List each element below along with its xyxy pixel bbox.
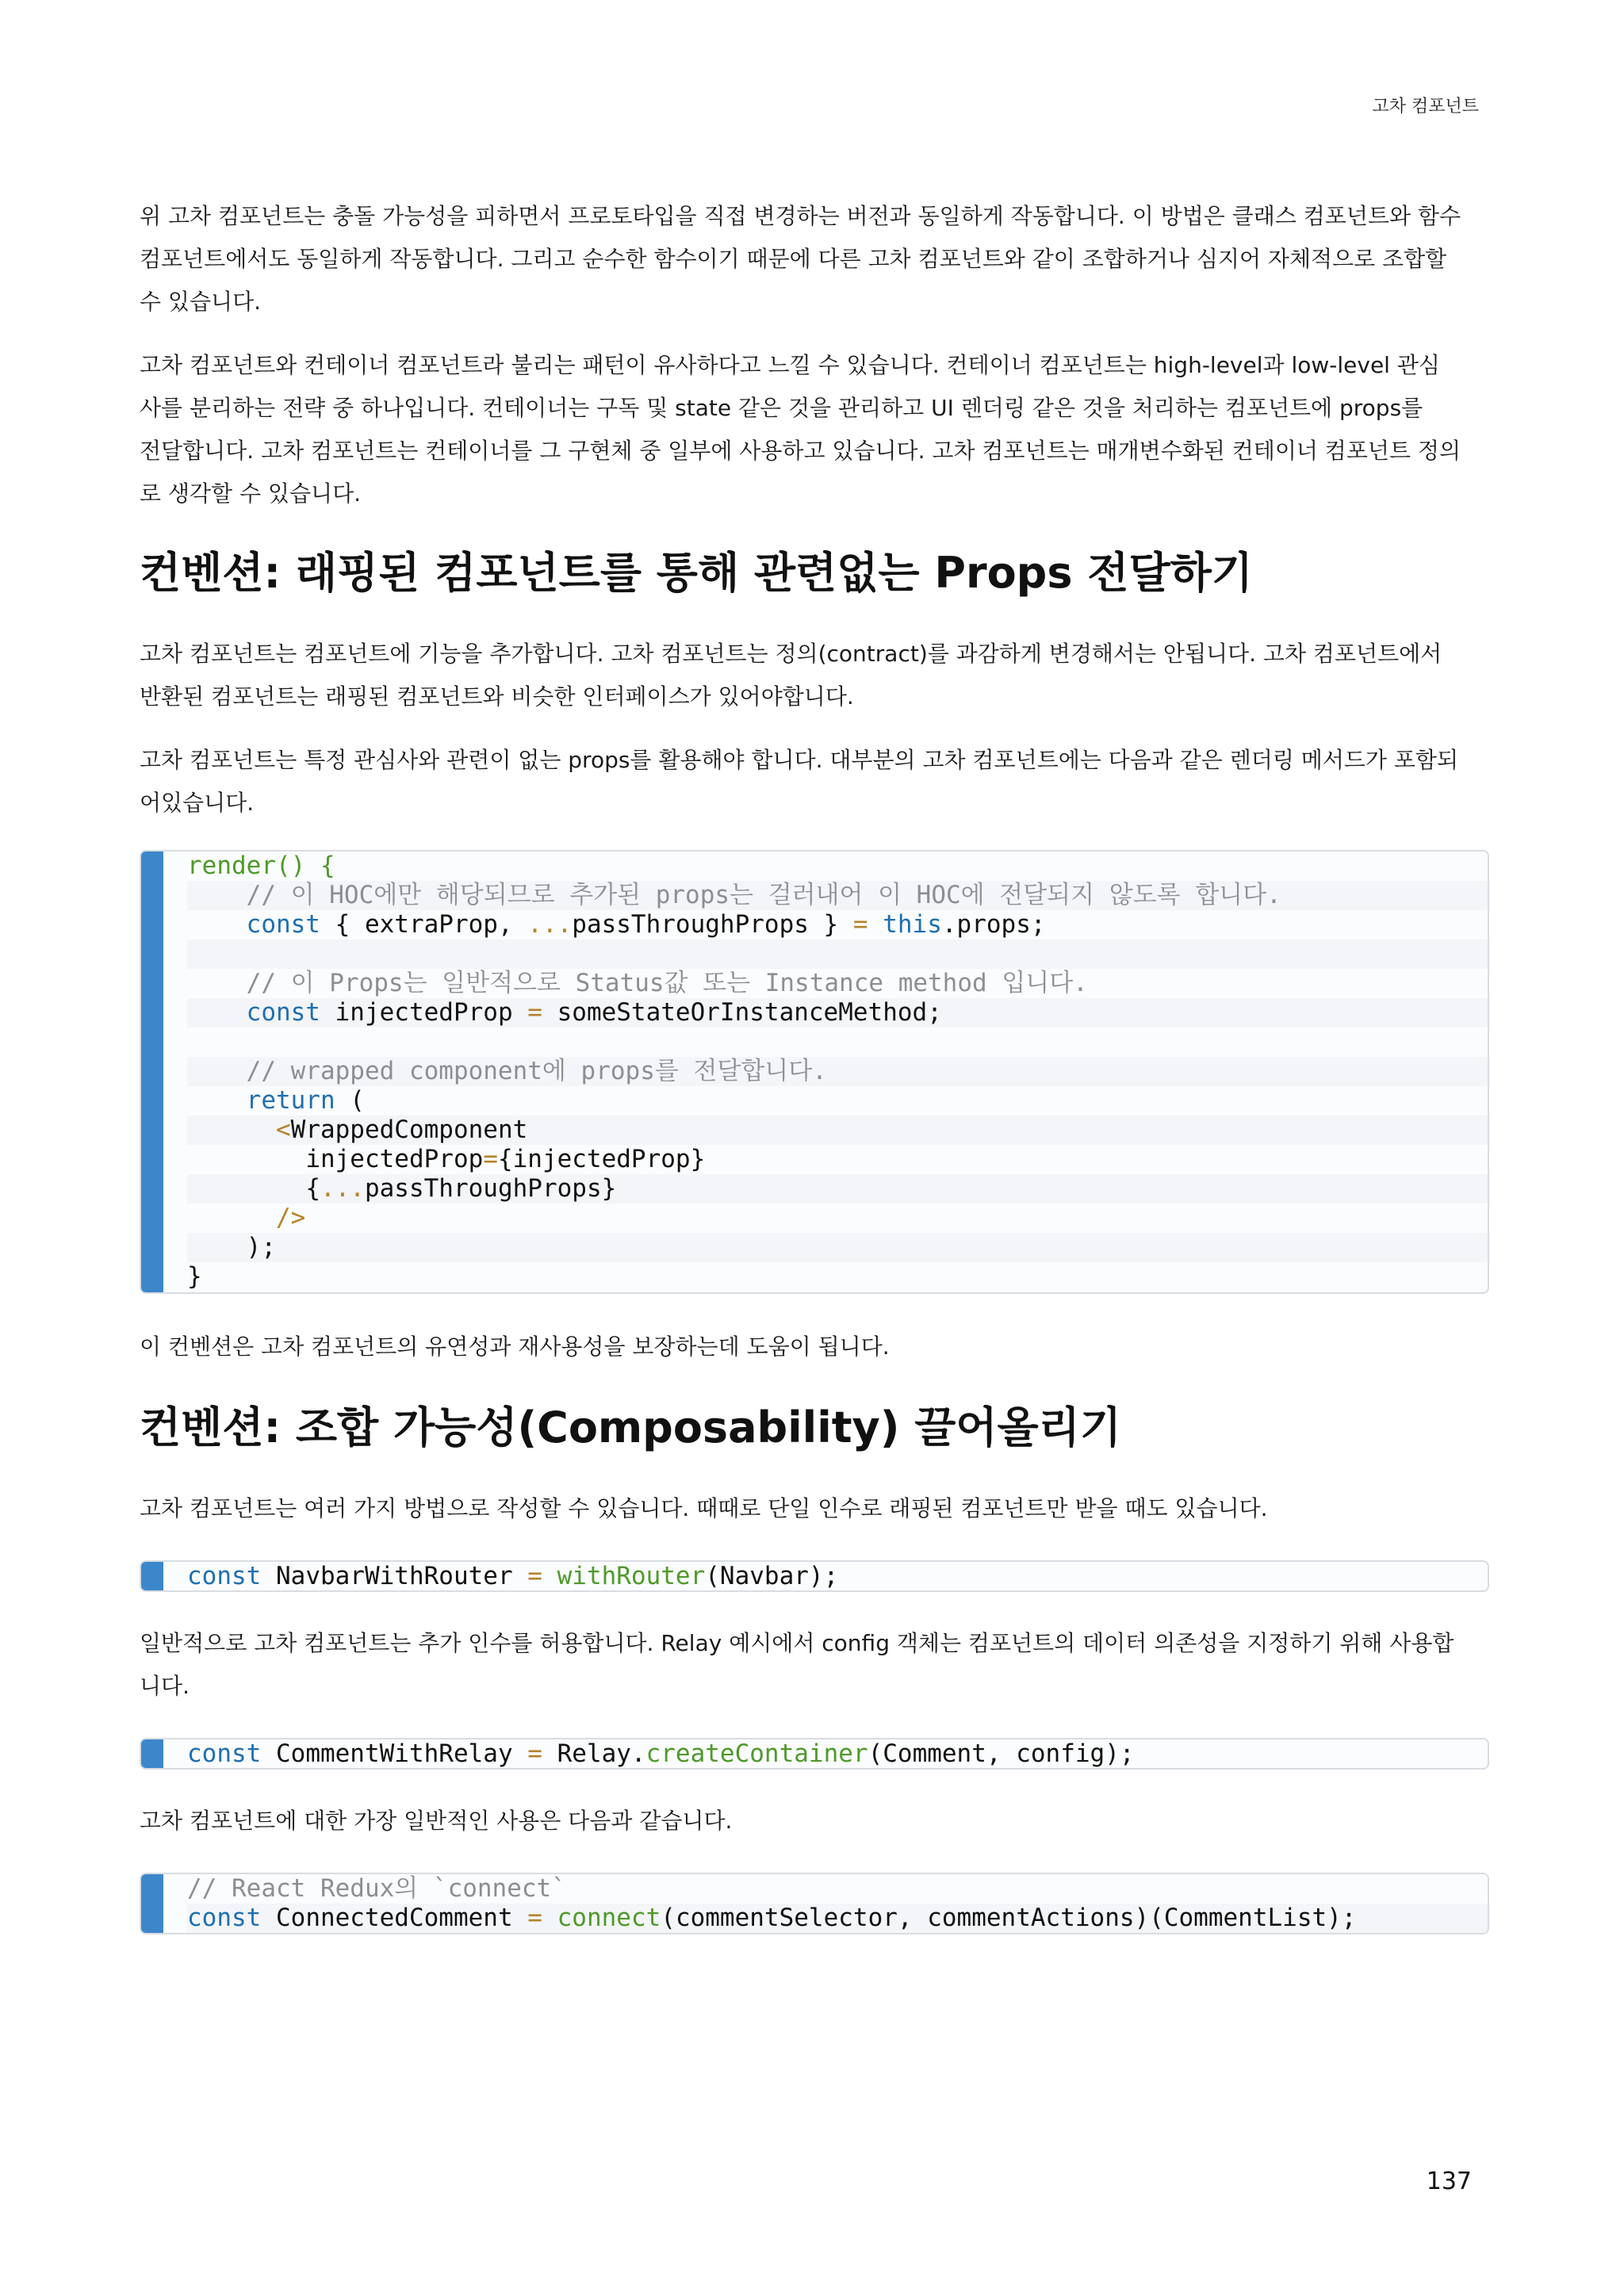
code-comment: // 이 HOC에만 해당되므로 추가된 props는 걸러내어 이 HOC에 전달되지 않도록 합니다. [246,881,1281,909]
paragraph-single-argument: 고차 컴포넌트는 여러 가지 방법으로 작성할 수 있습니다. 때때로 단일 인수로 래핑된 컴포넌트만 받을 때도 있습니다. [140,1495,1268,1521]
running-head: 고차 컴포넌트 [1372,97,1479,117]
code-operator: ... [527,910,573,939]
section-heading-composability: 컨벤션: 조합 가능성(Composability) 끌어올리기 [140,1402,1122,1452]
code-text: passThroughProps} [364,1174,617,1203]
line: 일반적으로 고차 컴포넌트는 추가 인수를 허용합니다. Relay 예시에서 config 객체는 컴포넌트의 데이터 의존성을 지정하기 위해 사용합 [140,1630,1454,1656]
code-operator: ... [320,1174,365,1203]
code-text: ( [335,1086,365,1115]
code-keyword: const [187,1562,262,1590]
line: 고차 컴포넌트는 특정 관심사와 관련이 없는 props를 활용해야 합니다. 대부분의 고차 컴포넌트에는 다음과 같은 렌더링 메서드가 포함되 [140,747,1459,773]
code-operator: < [275,1115,291,1144]
line: 니다. [140,1673,190,1699]
code-text: WrappedComponent [290,1115,528,1144]
paragraph-container-components [140,344,1489,515]
code-accent-bar [141,1874,163,1933]
paragraph-hoc-contract [140,633,1489,718]
code-comment: // wrapped component에 props를 전달합니다. [246,1057,827,1085]
code-operator: = [852,910,868,939]
code-text: injectedProp [320,998,528,1027]
line: 어있습니다. [140,790,255,816]
section-heading-pass-props: 컨벤션: 래핑된 컴포넌트를 통해 관련없는 Props 전달하기 [140,548,1253,598]
code-operator: /> [275,1203,306,1232]
line: 고차 컴포넌트는 컴포넌트에 기능을 추가합니다. 고차 컴포넌트는 정의(contract)를 과감하게 변경해서는 안됩니다. 고차 컴포넌트에서 [140,641,1442,667]
paragraph-extra-arguments [140,1622,1489,1708]
code-text: (commentSelector, commentActions)(CommentList); [661,1904,1357,1932]
code-keyword: const [246,910,320,939]
code-text: (Navbar); [705,1562,839,1590]
code-accent-bar [141,1562,163,1590]
paragraph-common-usage: 고차 컴포넌트에 대한 가장 일반적인 사용은 다음과 같습니다. [140,1808,733,1834]
line: 사를 분리하는 전략 중 하나입니다. 컨테이너는 구독 및 state 같은 것을 관리하고 UI 렌더링 같은 것을 처리하는 컴포넌트에 props를 [140,395,1423,421]
paragraph-unrelated-props [140,739,1489,825]
code-accent-bar [141,1739,163,1768]
code-block-connect [140,1873,1489,1934]
line: 로 생각할 수 있습니다. [140,480,362,507]
code-line: render() { [187,851,335,880]
code-keyword: const [187,1904,262,1932]
page-content [140,195,1489,1934]
code-block-render [140,850,1489,1294]
code-text: injectedProp [305,1145,484,1173]
line: 위 고차 컴포넌트는 충돌 가능성을 피하면서 프로토타입을 직접 변경하는 버전과 동일하게 작동합니다. 이 방법은 클래스 컴포넌트와 함수 [140,203,1461,229]
code-function: connect [557,1904,661,1932]
code-text: CommentWithRelay [261,1739,528,1768]
code-operator: = [527,1562,542,1590]
page-number: 137 [1426,2168,1472,2195]
code-block-with-router [140,1560,1489,1592]
code-comment: // React Redux의 `connect` [187,1874,566,1903]
paragraph-convention-benefit: 이 컨벤션은 고차 컴포넌트의 유연성과 재사용성을 보장하는데 도움이 됩니다. [140,1334,890,1360]
code-keyword: return [246,1086,335,1115]
code-accent-bar [141,851,163,1292]
code-text: } [187,1262,202,1291]
code-text: .props; [941,910,1046,939]
code-text: ConnectedComment [261,1904,528,1932]
code-text: { extraProp, [320,910,528,939]
code-text: someStateOrInstanceMethod; [542,998,942,1027]
line: 컴포넌트에서도 동일하게 작동합니다. 그리고 순수한 함수이기 때문에 다른 고차 컴포넌트와 같이 조합하거나 심지어 자체적으로 조합할 [140,246,1447,272]
code-text: ); [246,1233,276,1261]
code-text: Relay. [542,1739,646,1768]
code-text: NavbarWithRouter [261,1562,528,1590]
line: 전달합니다. 고차 컴포넌트는 컨테이너를 그 구현체 중 일부에 사용하고 있습니다. 고차 컴포넌트는 매개변수화된 컨테이너 컴포넌트 정의 [140,438,1461,464]
code-text: (Comment, config); [868,1739,1135,1768]
code-function: createContainer [645,1739,868,1768]
line: 고차 컴포넌트와 컨테이너 컴포넌트라 불리는 패턴이 유사하다고 느낄 수 있습니다. 컨테이너 컴포넌트는 high-level과 low-level 관심 [140,352,1440,378]
code-keyword: const [246,998,320,1027]
code-block-relay [140,1738,1489,1770]
code-operator: = [527,1739,542,1768]
code-function: withRouter [557,1562,706,1590]
code-operator: = [527,1904,542,1932]
code-text: {injectedProp} [497,1145,706,1173]
line: 수 있습니다. [140,289,262,315]
line: 반환된 컴포넌트는 래핑된 컴포넌트와 비슷한 인터페이스가 있어야합니다. [140,683,854,710]
code-text: { [305,1174,320,1203]
code-operator: = [483,1145,498,1173]
paragraph-hoc-composition [140,195,1489,323]
code-text: passThroughProps } [572,910,853,939]
code-keyword: const [187,1739,262,1768]
code-keyword: this [883,910,942,939]
code-operator: = [527,998,542,1027]
code-comment: // 이 Props는 일반적으로 Status값 또는 Instance method 입니다. [246,969,1088,997]
